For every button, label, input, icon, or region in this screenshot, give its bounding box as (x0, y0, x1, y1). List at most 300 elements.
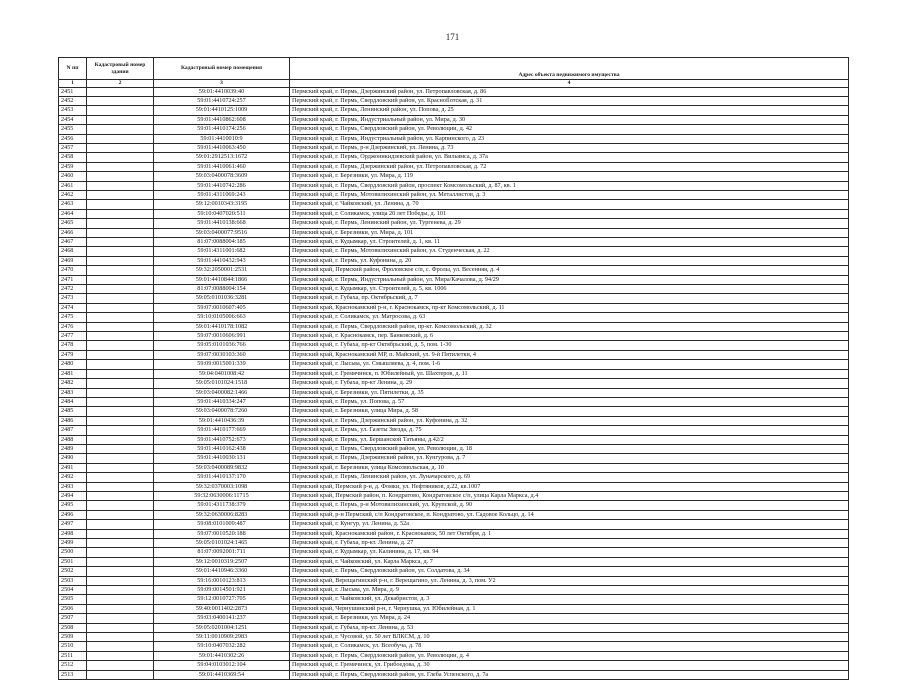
address-cell: Пермский край, г. Пермь, Ленинский район, ул. Попова, д. 25 (290, 106, 849, 115)
address-cell: Пермский край, г. Соликамск, ул. Матросова, д. 63 (290, 313, 849, 322)
table-row (59, 633, 849, 642)
building-cadastral-cell (87, 454, 154, 463)
building-cadastral-cell (87, 219, 154, 228)
column-header-premises-cadastral: Кадастровый номер помещения (154, 58, 290, 80)
row-number-cell: 2498 (59, 529, 87, 538)
building-cadastral-cell (87, 520, 154, 529)
table-row (59, 369, 849, 378)
row-number-cell: 2457 (59, 143, 87, 152)
building-cadastral-cell (87, 623, 154, 632)
table-row (59, 435, 849, 444)
building-cadastral-cell (87, 106, 154, 115)
address-cell: Пермский край, г. Лысьва, ул. Смышляева, д. 4, пом. 1-6 (290, 360, 849, 369)
premises-cadastral-cell: 59:01:4311738:379 (154, 501, 290, 510)
address-cell: Пермский край, г. Березники, улица Мира, д. 58 (290, 407, 849, 416)
premises-cadastral-cell: 81:07:0088004:185 (154, 238, 290, 247)
building-cadastral-cell (87, 407, 154, 416)
address-cell: Пермский край, г. Пермь, Свердловский район, ул. Красноflотская, д. 31 (290, 96, 849, 105)
address-cell: Пермский край, г. Пермь, Индустриальный район, ул. Карпинского, д. 23 (290, 134, 849, 143)
table-row (59, 501, 849, 510)
row-number-cell: 2453 (59, 106, 87, 115)
premises-cadastral-cell: 59:03:0400082:1466 (154, 388, 290, 397)
building-cadastral-cell (87, 96, 154, 105)
premises-cadastral-cell: 59:01:4311001:682 (154, 247, 290, 256)
premises-cadastral-cell: 59:09:0015001:339 (154, 360, 290, 369)
address-cell: Пермский край, г. Пермь, Свердловский район, пр-кт. Комсомольский, д. 32 (290, 322, 849, 331)
row-number-cell: 2512 (59, 661, 87, 670)
row-number-cell: 2455 (59, 125, 87, 134)
row-number-cell: 2470 (59, 266, 87, 275)
row-number-cell: 2480 (59, 360, 87, 369)
table-row (59, 181, 849, 190)
building-cadastral-cell (87, 87, 154, 96)
table-row (59, 482, 849, 491)
row-number-cell: 2506 (59, 604, 87, 613)
building-cadastral-cell (87, 586, 154, 595)
building-cadastral-cell (87, 247, 154, 256)
address-cell: Пермский край, г. Чайковский, ул. Карла Маркса, д. 7 (290, 557, 849, 566)
row-number-cell: 2452 (59, 96, 87, 105)
building-cadastral-cell (87, 294, 154, 303)
building-cadastral-cell (87, 322, 154, 331)
building-cadastral-cell (87, 360, 154, 369)
address-cell: Пермский край, Верещагинский р-н, г. Верещагино, ул. Ленина, д. 3, пом. У2 (290, 576, 849, 585)
address-cell: Пермский край, г. Пермь, Мотовилихинский район, ул. Студенческая, д. 22 (290, 247, 849, 256)
row-number-cell: 2485 (59, 407, 87, 416)
table-row (59, 209, 849, 218)
premises-cadastral-cell: 59:05:0101024:1518 (154, 379, 290, 388)
address-cell: Пермский край, г. Чайковский, ул. Ленина, д. 70 (290, 200, 849, 209)
table-row (59, 491, 849, 500)
building-cadastral-cell (87, 510, 154, 519)
table-row (59, 303, 849, 312)
building-cadastral-cell (87, 313, 154, 322)
building-cadastral-cell (87, 670, 154, 679)
premises-cadastral-cell: 81:07:0092001:711 (154, 548, 290, 557)
column-numbering-row (59, 80, 849, 88)
building-cadastral-cell (87, 228, 154, 237)
premises-cadastral-cell: 59:01:4410862:608 (154, 115, 290, 124)
table-row (59, 661, 849, 670)
premises-cadastral-cell: 59:05:0101024:1465 (154, 539, 290, 548)
column-number-3: 3 (154, 80, 290, 88)
table-row (59, 106, 849, 115)
row-number-cell: 2492 (59, 473, 87, 482)
table-row (59, 360, 849, 369)
building-cadastral-cell (87, 153, 154, 162)
address-cell: Пермский край, г. Пермь, Индустриальный район, ул. Мира, д. 30 (290, 115, 849, 124)
row-number-cell: 2511 (59, 651, 87, 660)
table-row (59, 642, 849, 651)
table-row (59, 219, 849, 228)
address-cell: Пермский край, г. Гремячинск, ул. Грибоедова, д. 30 (290, 661, 849, 670)
address-cell: Пермский край, г. Губаха, пр-кт Октябрьский, д. 5, пом. 1-30 (290, 341, 849, 350)
table-row (59, 266, 849, 275)
row-number-cell: 2481 (59, 369, 87, 378)
premises-cadastral-cell: 59:07:0030103:360 (154, 350, 290, 359)
row-number-cell: 2458 (59, 153, 87, 162)
premises-cadastral-cell: 59:10:0105006:663 (154, 313, 290, 322)
row-number-cell: 2469 (59, 256, 87, 265)
address-cell: Пермский край, г. Пермь, Свердловский район, ул. Революции, д. 42 (290, 125, 849, 134)
premises-cadastral-cell: 59:32:0370003:1098 (154, 482, 290, 491)
building-cadastral-cell (87, 162, 154, 171)
premises-cadastral-cell: 59:01:4410162:438 (154, 444, 290, 453)
address-cell: Пермский край, г. Краснокамск, пер. Банковский, д. 6 (290, 332, 849, 341)
table-row (59, 143, 849, 152)
row-number-cell: 2482 (59, 379, 87, 388)
address-cell: Пермский край, Пермский р-н, д. Фомки, ул. Нефтяников, д.22, кв.1007 (290, 482, 849, 491)
premises-cadastral-cell: 59:01:4410432:943 (154, 256, 290, 265)
row-number-cell: 2489 (59, 444, 87, 453)
building-cadastral-cell (87, 426, 154, 435)
table-row (59, 397, 849, 406)
premises-cadastral-cell: 81:07:0088004:154 (154, 285, 290, 294)
row-number-cell: 2476 (59, 322, 87, 331)
table-row (59, 247, 849, 256)
table-row (59, 623, 849, 632)
building-cadastral-cell (87, 529, 154, 538)
premises-cadastral-cell: 59:01:4410063:450 (154, 143, 290, 152)
address-cell: Пермский край, г. Чайковский, ул. Декабристов, д. 3 (290, 595, 849, 604)
row-number-cell: 2475 (59, 313, 87, 322)
address-cell: Пермский край, г. Пермь, р-н Мотовилихинский, ул. Крупской, д. 90 (290, 501, 849, 510)
table-row (59, 595, 849, 604)
row-number-cell: 2491 (59, 463, 87, 472)
row-number-cell: 2499 (59, 539, 87, 548)
address-cell: Пермский край, г. Губаха, пр. Октябрьский, д. 7 (290, 294, 849, 303)
address-cell: Пермский край, г. Гремячинск, п. Юбилейный, ул. Шахтеров, д. 11 (290, 369, 849, 378)
address-cell: Пермский край, Пермский район, Фроловское с/п, с. Фролы, ул. Весенняя, д. 4 (290, 266, 849, 275)
column-header-address: Адрес объекта недвижимого имущества (290, 58, 849, 80)
table-row (59, 322, 849, 331)
premises-cadastral-cell: 59:03:0400141:237 (154, 614, 290, 623)
table-row (59, 162, 849, 171)
table-row (59, 294, 849, 303)
building-cadastral-cell (87, 379, 154, 388)
premises-cadastral-cell: 59:32:0630006:11715 (154, 491, 290, 500)
building-cadastral-cell (87, 539, 154, 548)
page-number: 171 (445, 32, 460, 42)
table-row (59, 614, 849, 623)
building-cadastral-cell (87, 266, 154, 275)
table-row (59, 426, 849, 435)
building-cadastral-cell (87, 134, 154, 143)
building-cadastral-cell (87, 256, 154, 265)
row-number-cell: 2501 (59, 557, 87, 566)
row-number-cell: 2479 (59, 350, 87, 359)
building-cadastral-cell (87, 473, 154, 482)
address-cell: Пермский край, г. Лысьва, ул. Мира, д. 9 (290, 586, 849, 595)
premises-cadastral-cell: 59:01:4410334:247 (154, 397, 290, 406)
column-number-2: 2 (87, 80, 154, 88)
building-cadastral-cell (87, 567, 154, 576)
row-number-cell: 2478 (59, 341, 87, 350)
table-row (59, 557, 849, 566)
row-number-cell: 2468 (59, 247, 87, 256)
address-cell: Пермский край, г. Кунгур, ул. Ленина, д. 52а (290, 520, 849, 529)
address-cell: Пермский край, г. Губаха, пр-кт Ленина, д. 29 (290, 379, 849, 388)
building-cadastral-cell (87, 285, 154, 294)
table-row (59, 115, 849, 124)
address-cell: Пермский край, г. Пермь, Орджоникидзевский район, ул. Вильямса, д. 37а (290, 153, 849, 162)
table-row (59, 379, 849, 388)
building-cadastral-cell (87, 238, 154, 247)
address-cell: Пермский край, г. Березники, ул. Пятилетки, д. 35 (290, 388, 849, 397)
premises-cadastral-cell: 59:12:0010727:705 (154, 595, 290, 604)
row-number-cell: 2510 (59, 642, 87, 651)
premises-cadastral-cell: 59:01:4410436:39 (154, 416, 290, 425)
table-row (59, 190, 849, 199)
premises-cadastral-cell: 59:01:4410946:3360 (154, 567, 290, 576)
building-cadastral-cell (87, 125, 154, 134)
premises-cadastral-cell: 59:07:0010520:188 (154, 529, 290, 538)
row-number-cell: 2465 (59, 219, 87, 228)
table-row (59, 520, 849, 529)
building-cadastral-cell (87, 209, 154, 218)
premises-cadastral-cell: 59:32:2050001:2531 (154, 266, 290, 275)
premises-cadastral-cell: 59:03:0400078:7260 (154, 407, 290, 416)
building-cadastral-cell (87, 482, 154, 491)
row-number-cell: 2456 (59, 134, 87, 143)
building-cadastral-cell (87, 557, 154, 566)
premises-cadastral-cell: 59:01:4410724:257 (154, 96, 290, 105)
address-cell: Пермский край, г. Пермь, Ленинский район, ул. Луначарского, д. 69 (290, 473, 849, 482)
building-cadastral-cell (87, 397, 154, 406)
column-header-building-cadastral: Кадастровый номер здания (87, 58, 154, 80)
building-cadastral-cell (87, 181, 154, 190)
column-number-1: 1 (59, 80, 87, 88)
address-cell: Пермский край, г. Чусовой, ул. 50 лет ВЛКСМ, д. 10 (290, 633, 849, 642)
address-cell: Пермский край, г. Губаха, пр-кт. Ленина, д. 53 (290, 623, 849, 632)
building-cadastral-cell (87, 576, 154, 585)
row-number-cell: 2504 (59, 586, 87, 595)
table-row (59, 510, 849, 519)
table-row (59, 87, 849, 96)
premises-cadastral-cell: 59:01:4410174:256 (154, 125, 290, 134)
address-cell: Пермский край, г. Пермь, ул. Попова, д. 57 (290, 397, 849, 406)
address-cell: Пермский край, г. Соликамск, улица 20 лет Победы, д. 101 (290, 209, 849, 218)
address-cell: Пермский край, Чернушинский р-н, г. Чернушка, ул. Юбилейная, д. 1 (290, 604, 849, 613)
premises-cadastral-cell: 59:07:0010607:405 (154, 303, 290, 312)
table-row (59, 454, 849, 463)
address-cell: Пермский край, г. Соликамск, ул. Всеобуча, д. 78 (290, 642, 849, 651)
premises-cadastral-cell: 59:04:0401008:42 (154, 369, 290, 378)
table-row (59, 332, 849, 341)
premises-cadastral-cell: 59:01:4410138:668 (154, 219, 290, 228)
row-number-cell: 2500 (59, 548, 87, 557)
premises-cadastral-cell: 59:01:4410010:9 (154, 134, 290, 143)
table-row (59, 275, 849, 284)
table-row (59, 172, 849, 181)
building-cadastral-cell (87, 661, 154, 670)
address-cell: Пермский край, г. Березники, ул. Мира, д. 24 (290, 614, 849, 623)
building-cadastral-cell (87, 143, 154, 152)
address-cell: Пермский край, г. Пермь, Мотовилихинский район, ул. Металлистов, д. 3 (290, 190, 849, 199)
building-cadastral-cell (87, 651, 154, 660)
premises-cadastral-cell: 59:32:0630006:8283 (154, 510, 290, 519)
table-row (59, 463, 849, 472)
row-number-cell: 2467 (59, 238, 87, 247)
row-number-cell: 2513 (59, 670, 87, 679)
premises-cadastral-cell: 59:05:0101036:3281 (154, 294, 290, 303)
address-cell: Пермский край, г. Пермь, Дзержинский район, ул. Кунгурова, д. 7 (290, 454, 849, 463)
address-cell: Пермский край, г. Березники, ул. Мира, д. 101 (290, 228, 849, 237)
table-row (59, 153, 849, 162)
row-number-cell: 2471 (59, 275, 87, 284)
premises-cadastral-cell: 59:01:4410742:286 (154, 181, 290, 190)
address-cell: Пермский край, г. Кудымкар, ул. Строителей, д. 1, кв. 11 (290, 238, 849, 247)
premises-cadastral-cell: 59:03:0400089:9832 (154, 463, 290, 472)
row-number-cell: 2505 (59, 595, 87, 604)
table-row (59, 586, 849, 595)
row-number-cell: 2483 (59, 388, 87, 397)
table-row (59, 313, 849, 322)
building-cadastral-cell (87, 614, 154, 623)
address-cell: Пермский край, г. Пермь, Свердловский район, ул. Солдатова, д. 34 (290, 567, 849, 576)
row-number-cell: 2503 (59, 576, 87, 585)
premises-cadastral-cell: 59:01:4410030:131 (154, 454, 290, 463)
address-cell: Пермский край, г. Пермь, Индустриальный район, ул. Мира/Качалова, д. 94/29 (290, 275, 849, 284)
address-cell: Пермский край, г. Кудымкар, ул. Строителей, д. 5, кв. 1006 (290, 285, 849, 294)
premises-cadastral-cell: 59:08:0101009:487 (154, 520, 290, 529)
row-number-cell: 2472 (59, 285, 87, 294)
address-cell: Пермский край, г. Пермь, ул. Бершанской Татьяны, д.42/2 (290, 435, 849, 444)
premises-cadastral-cell: 59:10:0407020:511 (154, 209, 290, 218)
row-number-cell: 2464 (59, 209, 87, 218)
row-number-cell: 2497 (59, 520, 87, 529)
address-cell: Пермский край, Краснокамский МР, п. Майский, ул. 9-й Пятилетки, 4 (290, 350, 849, 359)
building-cadastral-cell (87, 388, 154, 397)
address-cell: Пермский край, р-н Пермский, с/п Кондратовское, п. Кондратово, ул. Садовое Кольцо, д. 14 (290, 510, 849, 519)
address-cell: Пермский край, Пермский район, п. Кондратово, Кондратовское с/п, улица Карла Маркса, д.4 (290, 491, 849, 500)
row-number-cell: 2459 (59, 162, 87, 171)
table-row (59, 134, 849, 143)
column-header-number: N пп (59, 58, 87, 80)
row-number-cell: 2508 (59, 623, 87, 632)
premises-cadastral-cell: 59:01:4410061:460 (154, 162, 290, 171)
building-cadastral-cell (87, 275, 154, 284)
row-number-cell: 2454 (59, 115, 87, 124)
table-row (59, 238, 849, 247)
premises-cadastral-cell: 59:01:4410178:1082 (154, 322, 290, 331)
address-cell: Пермский край, г. Кудымкар, ул. Калинина, д. 17, кв. 94 (290, 548, 849, 557)
row-number-cell: 2486 (59, 416, 87, 425)
premises-cadastral-cell: 59:01:4410137:170 (154, 473, 290, 482)
building-cadastral-cell (87, 303, 154, 312)
row-number-cell: 2484 (59, 397, 87, 406)
building-cadastral-cell (87, 642, 154, 651)
row-number-cell: 2451 (59, 87, 87, 96)
table-row (59, 350, 849, 359)
building-cadastral-cell (87, 341, 154, 350)
table-row (59, 651, 849, 660)
table-row (59, 407, 849, 416)
premises-cadastral-cell: 59:11:0010909:2983 (154, 633, 290, 642)
premises-cadastral-cell: 59:03:0400077:9516 (154, 228, 290, 237)
address-cell: Пермский край, г. Березники, улица Комсомольская, д. 10 (290, 463, 849, 472)
premises-cadastral-cell: 59:05:0201004:1251 (154, 623, 290, 632)
building-cadastral-cell (87, 463, 154, 472)
premises-cadastral-cell: 59:01:4311069:243 (154, 190, 290, 199)
address-cell: Пермский край, г. Пермь, Дзержинский район, ул. Петропавловская, д. 72 (290, 162, 849, 171)
table-row (59, 341, 849, 350)
address-cell: Пермский край, г. Пермь, ул. Куфонина, д. 20 (290, 256, 849, 265)
row-number-cell: 2488 (59, 435, 87, 444)
table-row (59, 96, 849, 105)
table-row (59, 125, 849, 134)
row-number-cell: 2474 (59, 303, 87, 312)
table-row (59, 539, 849, 548)
row-number-cell: 2460 (59, 172, 87, 181)
table-row (59, 670, 849, 679)
table-row (59, 285, 849, 294)
table-row (59, 416, 849, 425)
premises-cadastral-cell: 59:09:0014501:921 (154, 586, 290, 595)
premises-cadastral-cell: 59:10:0407032:282 (154, 642, 290, 651)
table-body (59, 87, 849, 680)
row-number-cell: 2461 (59, 181, 87, 190)
building-cadastral-cell (87, 332, 154, 341)
building-cadastral-cell (87, 172, 154, 181)
building-cadastral-cell (87, 491, 154, 500)
table-row (59, 567, 849, 576)
table-row (59, 200, 849, 209)
row-number-cell: 2495 (59, 501, 87, 510)
address-cell: Пермский край, г. Пермь, р-н Дзержинский, ул. Ленина, д. 73 (290, 143, 849, 152)
address-cell: Пермский край, г. Пермь, Дзержинский район, ул. Куфонина, д. 32 (290, 416, 849, 425)
row-number-cell: 2473 (59, 294, 87, 303)
premises-cadastral-cell: 59:01:4410177:669 (154, 426, 290, 435)
premises-cadastral-cell: 59:05:0101036:766 (154, 341, 290, 350)
building-cadastral-cell (87, 200, 154, 209)
table-row (59, 388, 849, 397)
address-cell: Пермский край, г. Пермь, Свердловский район, ул. Революции, д. 4 (290, 651, 849, 660)
row-number-cell: 2502 (59, 567, 87, 576)
table-header-row (59, 58, 849, 80)
building-cadastral-cell (87, 190, 154, 199)
address-cell: Пермский край, г. Пермь, Дзержинский район, ул. Петропавловская, д. 86 (290, 87, 849, 96)
building-cadastral-cell (87, 444, 154, 453)
premises-cadastral-cell: 59:03:0400078:3609 (154, 172, 290, 181)
building-cadastral-cell (87, 501, 154, 510)
row-number-cell: 2507 (59, 614, 87, 623)
row-number-cell: 2463 (59, 200, 87, 209)
column-number-4: 4 (290, 80, 849, 88)
address-cell: Пермский край, г. Пермь, Свердловский район, ул. Революции, д. 18 (290, 444, 849, 453)
table-row (59, 473, 849, 482)
address-cell: Пермский край, Краснокамский р-н, г. Краснокамск, пр-кт Комсомольский, д. 11 (290, 303, 849, 312)
row-number-cell: 2466 (59, 228, 87, 237)
row-number-cell: 2487 (59, 426, 87, 435)
address-cell: Пермский край, г. Пермь, Ленинский район, ул. Тургенева, д. 29 (290, 219, 849, 228)
premises-cadastral-cell: 59:01:4410752:673 (154, 435, 290, 444)
premises-cadastral-cell: 59:12:0010343:3195 (154, 200, 290, 209)
building-cadastral-cell (87, 416, 154, 425)
building-cadastral-cell (87, 633, 154, 642)
building-cadastral-cell (87, 435, 154, 444)
table-row (59, 529, 849, 538)
row-number-cell: 2477 (59, 332, 87, 341)
building-cadastral-cell (87, 595, 154, 604)
premises-cadastral-cell: 59:01:4410039:40 (154, 87, 290, 96)
premises-cadastral-cell: 59:01:4410844:1866 (154, 275, 290, 284)
table-row (59, 444, 849, 453)
address-cell: Пермский край, г. Пермь, Свердловский район, проспект Комсомольский, д. 87, кв. 1 (290, 181, 849, 190)
address-cell: Пермский край, Краснокамский район, г. Краснокамск, 50 лет Октября, д. 1 (290, 529, 849, 538)
building-cadastral-cell (87, 115, 154, 124)
premises-cadastral-cell: 59:01:2912513:1672 (154, 153, 290, 162)
